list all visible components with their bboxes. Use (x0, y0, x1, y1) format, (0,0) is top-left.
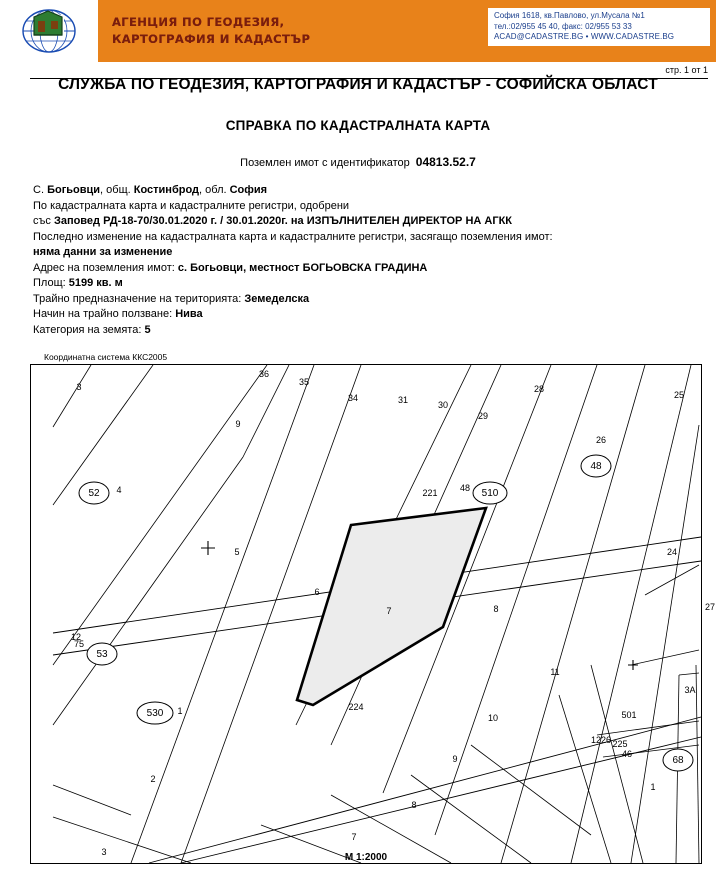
map-parcel-number: 6 (314, 587, 320, 597)
usage-label: Начин на трайно ползване: (33, 308, 176, 320)
svg-text:68: 68 (672, 755, 684, 766)
map-parcel-number: 3 (101, 847, 107, 857)
municipality-label: , общ. (100, 184, 134, 196)
order-row (33, 214, 693, 230)
agency-name (112, 14, 310, 48)
coordinate-system-label: Координатна система ККС2005 (44, 352, 168, 362)
last-change-value (33, 245, 693, 261)
identifier-line (0, 155, 716, 169)
map-parcel-number: 31 (397, 395, 409, 405)
map-parcel-number: 8 (411, 800, 417, 810)
map-scale: М 1:2000 (344, 852, 388, 863)
identifier-label: Поземлен имот с идентификатор (240, 157, 410, 169)
svg-text:53: 53 (96, 649, 108, 660)
last-change-value-text: няма данни за изменение (33, 246, 173, 258)
header-divider (30, 78, 708, 79)
map-parcel-number: 35 (298, 377, 310, 387)
category-value: 5 (144, 323, 151, 336)
svg-text:530: 530 (146, 708, 164, 719)
map-parcel-number: 10 (487, 713, 499, 723)
agency-logo (0, 0, 98, 62)
map-parcel-number: 7 (386, 606, 392, 616)
cadastral-map-svg[interactable] (31, 365, 716, 863)
purpose-row (33, 292, 693, 308)
last-change-row: Последно изменение на кадастралната карта и кадастралните регистри, засягащо поземления имот: (33, 230, 553, 243)
map-parcel-number: 12 (70, 632, 82, 642)
map-parcel-number: 29 (477, 411, 489, 421)
area-label: Площ: (33, 277, 69, 289)
property-details (33, 183, 693, 338)
map-parcel-number: 26 (595, 435, 607, 445)
map-parcel-number: 48 (459, 483, 471, 493)
map-parcel-number: 3 (76, 382, 82, 392)
map-parcel-number: 25 (673, 390, 685, 400)
map-numbered-circle (473, 482, 507, 504)
order-value: Заповед РД-18-70/30.01.2020 г. / 30.01.2020г. на ИЗПЪЛНИТЕЛЕН ДИРЕКТОР НА АГКК (53, 215, 512, 227)
cadastral-map[interactable] (30, 364, 716, 864)
usage-value: Нива (175, 308, 203, 320)
map-parcel-number: 501 (621, 710, 637, 720)
page-header (0, 0, 716, 64)
purpose-value: Земеделска (244, 292, 310, 305)
map-parcel-number: 75 (73, 639, 85, 649)
map-parcel-number: 3A (684, 685, 696, 695)
area-value: 5199 кв. м (68, 277, 123, 289)
district-name: София (229, 184, 268, 196)
office-title: СЛУЖБА ПО ГЕОДЕЗИЯ, КАРТОГРАФИЯ И КАДАСТЪР - СОФИЙСКА ОБЛАСТ (58, 76, 658, 93)
map-parcel-number: 30 (437, 400, 449, 410)
contact-address: София 1618, кв.Павлово, ул.Мусала №1 (494, 11, 645, 20)
order-prefix: със (33, 215, 54, 227)
map-parcel-number: 4 (116, 485, 122, 495)
map-parcel-number: 1226 (590, 735, 612, 745)
map-parcel-number: 28 (533, 384, 545, 394)
map-parcel-number: 221 (422, 488, 438, 498)
map-parcel-number: 7 (351, 832, 357, 842)
village-name: Богьовци (47, 184, 101, 196)
map-numbered-circle (79, 482, 109, 504)
map-numbered-circle (137, 702, 173, 724)
map-parcel-number: 1 (177, 706, 183, 716)
agency-name-line2: КАРТОГРАФИЯ И КАДАСТЪР (112, 32, 311, 46)
contact-phone: тел.:02/955 45 40, факс: 02/955 53 33 (494, 21, 632, 31)
contact-web: ACAD@CADASTRE.BG • WWW.CADASTRE.BG (494, 32, 675, 41)
document-title: СПРАВКА ПО КАДАСТРАЛНАТА КАРТА (225, 118, 491, 133)
category-label: Категория на земята: (33, 323, 145, 336)
location-row (33, 183, 693, 199)
map-numbered-circle (87, 643, 117, 665)
svg-text:510: 510 (481, 488, 499, 499)
map-parcel-number: 11 (550, 667, 560, 677)
page-number: стр. 1 от 1 (665, 65, 708, 75)
district-label: , обл. (199, 184, 230, 196)
usage-row (33, 307, 693, 323)
svg-text:52: 52 (88, 488, 100, 499)
map-parcel-number: 9 (235, 419, 241, 429)
approved-row: По кадастралната карта и кадастралните регистри, одобрени (33, 199, 350, 212)
map-parcel-number: 27 (704, 602, 716, 612)
map-parcel-number: 8 (493, 604, 499, 614)
identifier-value: 04813.52.7 (415, 155, 476, 169)
agency-contact-block (488, 8, 710, 46)
area-row (33, 276, 693, 292)
map-numbered-circle (581, 455, 611, 477)
location-prefix: С. (33, 184, 48, 196)
category-row (33, 323, 693, 339)
map-parcel-number: 224 (348, 702, 364, 712)
map-parcel-number: 5 (234, 547, 240, 557)
map-parcel-number: 46 (621, 749, 633, 759)
globe-icon (21, 8, 77, 54)
map-parcel-number: 34 (347, 393, 359, 403)
map-parcel-number: 24 (666, 547, 678, 557)
address-label: Адрес на поземления имот: (33, 261, 178, 274)
address-value: с. Богьовци, местност БОГЬОВСКА ГРАДИНА (177, 261, 428, 274)
municipality-name: Костинброд (133, 184, 200, 196)
map-numbered-circle (663, 749, 693, 771)
map-parcel-number: 9 (452, 754, 458, 764)
svg-text:48: 48 (590, 461, 602, 472)
address-row (33, 261, 693, 277)
purpose-label: Трайно предназначение на територията: (33, 292, 245, 305)
map-parcel-number: 36 (258, 369, 270, 379)
map-parcel-number: 225 (612, 739, 628, 749)
agency-name-line1: АГЕНЦИЯ ПО ГЕОДЕЗИЯ, (112, 15, 285, 29)
map-parcel-number: 2 (150, 774, 156, 784)
map-parcel-number: 1 (650, 782, 656, 792)
